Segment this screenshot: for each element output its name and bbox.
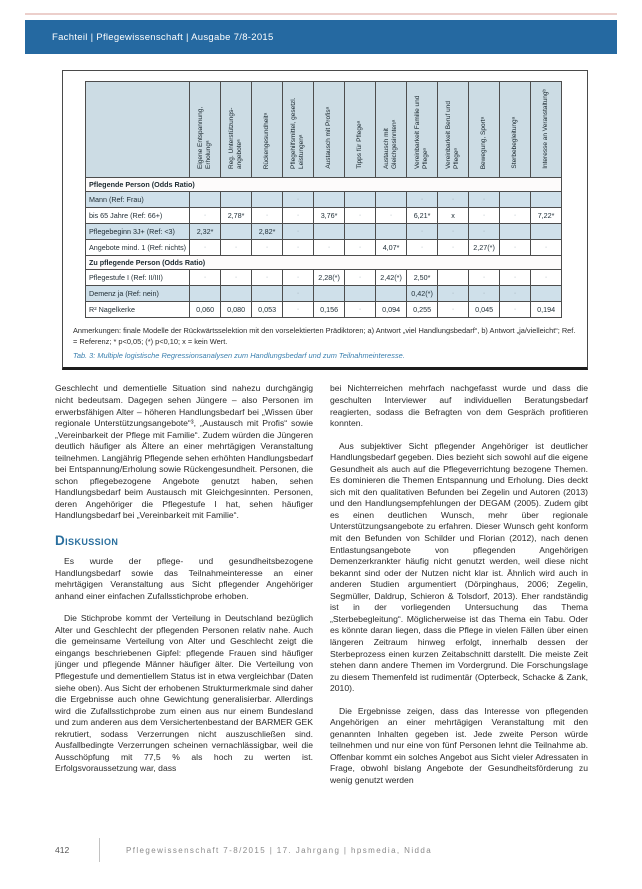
- cell-value: ·: [407, 240, 438, 256]
- cell-value: [314, 224, 345, 240]
- page-footer: [55, 838, 432, 862]
- cell-value: ·: [190, 208, 221, 224]
- cell-value: 2,32*: [190, 224, 221, 240]
- row-label: R² Nagelkerke: [86, 302, 190, 318]
- cell-value: [190, 192, 221, 208]
- table-section-row: [86, 178, 562, 192]
- table-row: [86, 270, 562, 286]
- cell-value: ·: [469, 286, 500, 302]
- column-header: [190, 82, 221, 178]
- cell-value: 2,28(*): [314, 270, 345, 286]
- paragraph: bei Nichterreichen mehrfach nachgefasst wurde und dass die geschulten Interviewer auf individuellen Beratungsbedarf reagierten, sodass die Befragten von dem Gespräch profitieren konnten.: [330, 383, 588, 429]
- table-row: [86, 286, 562, 302]
- cell-value: ·: [469, 270, 500, 286]
- column-header: [345, 82, 376, 178]
- cell-value: [438, 270, 469, 286]
- section-row-label: Pflegende Person (Odds Ratio): [86, 178, 562, 192]
- cell-value: 2,27(*): [469, 240, 500, 256]
- column-header-label: Vereinbarkeit Familie und Pflegeᵃ: [413, 95, 430, 169]
- cell-value: 2,78*: [221, 208, 252, 224]
- table-header-row: [86, 82, 562, 178]
- column-header: [469, 82, 500, 178]
- paragraph: Die Stichprobe kommt der Verteilung in Deutschland bezüglich Alter und Geschlecht der pflegenden Personen relativ nahe. Auch die gemeinsame Verteilung von Alter und Geschlecht zeigt die eingangs beschriebenen Gipfel: pflegende Frauen sind häufiger jünger und pflegende Männer häufiger älter. Die Verteilung von Pflegestufe und dementiellem Status ist in etwa vergleichbar (Daten siehe oben). Aus Sicht der erhobenen Strukturmerkmale sind daher die Ergebnisse auch ohne Gewichtung generalisierbar. Allerdings wird die Zufallsstichprobe zum einen aus nur einem Bundesland und zum anderen aus dem Versichertenbestand der BARMER GEK rekrutiert, sodass Verzerrungen nicht auszuschließen sind. Ausfallbedingte Verzerrungen scheinen vernachlässigbar, weil die Ausschöpfung mit 77,5 % als hoch zu werten ist. Erfolgsvoraussetzung war, dass: [55, 613, 313, 774]
- cell-value: ·: [252, 240, 283, 256]
- cell-value: [376, 192, 407, 208]
- cell-value: 7,22*: [531, 208, 562, 224]
- cell-value: 0,255: [407, 302, 438, 318]
- cell-value: [500, 192, 531, 208]
- cell-value: ·: [221, 240, 252, 256]
- column-header-label: Reg. Unterstützungs-angeboteᵃ: [227, 107, 244, 169]
- cell-value: ·: [438, 286, 469, 302]
- table-note: Anmerkungen: finale Modelle der Rückwärtsselektion mit den vorselektierten Prädiktoren; a) Antwort „viel Handlungsbedarf“, b) Antwort „ja/vielleicht“; Ref. = Referenz; * p<0,05; (*) p<0,10; x = kein Wert.: [73, 326, 576, 346]
- cell-value: ·: [438, 192, 469, 208]
- cell-value: [376, 286, 407, 302]
- column-header-label: Tipps für Pflegeᵃ: [356, 121, 364, 169]
- cell-value: [314, 192, 345, 208]
- cell-value: ·: [407, 192, 438, 208]
- cell-value: [221, 224, 252, 240]
- column-header: [252, 82, 283, 178]
- cell-value: ·: [531, 240, 562, 256]
- cell-value: 6,21*: [407, 208, 438, 224]
- cell-value: ·: [438, 224, 469, 240]
- journal-header-bar: [25, 20, 617, 54]
- cell-value: ·: [438, 302, 469, 318]
- paragraph: Aus subjektiver Sicht pflegender Angehöriger ist deutlicher Handlungsbedarf gegeben. Dies bezieht sich sowohl auf die eigene Gesundheit als auch auf die Pflegeverrichtung bezogene Themen. Es dominieren die Themen Entspannung und Erholung. Dies deckt sich mit den qualitativen Befunden bei Zegelin und Autoren (2013) und den Handlungsempfehlungen der DEGAM (2005). Zudem gibt es einen deutlichen Wunsch, mehr über regionale Unterstützungsangebote zu erfahren. Dieser Wunsch geht konform mit den Befunden von Schilder und Florian (2012), nach denen Entlastungsangebote von pflegenden Angehörigen Demenzerkrankter häufig nicht genutzt werden, weil diese nicht bekannt sind oder der Nutzen nicht klar ist. Ähnlich wird auch in anderen Studien argumentiert (Dörpinghaus, 2006; Zegelin, Segmüller, Daldrup, Schieron & Tolsdorf, 2013). Eher randständig ist in der vorliegenden Untersuchung das Thema „Sterbebegleitung“. Möglicherweise ist das Thema ein Tabu. Oder es könnte daran liegen, dass die Pflege in vielen Fällen über einen längeren Zeitraum hinweg erfolgt, innerhalb dessen der Sterbeprozess einen kurzen Zeitabschnitt darstellt. Die meiste Zeit stehen dann andere Themen im Vordergrund. Die Forschungslage zu diesem Themenfeld ist rudimentär (Opterbeck, Schacke & Zank, 2010).: [330, 440, 588, 694]
- column-header: [438, 82, 469, 178]
- cell-value: 0,094: [376, 302, 407, 318]
- cell-value: [252, 192, 283, 208]
- table-section-row: [86, 256, 562, 270]
- page-top-rule: [25, 13, 617, 15]
- column-header: [314, 82, 345, 178]
- cell-value: [252, 286, 283, 302]
- cell-value: ·: [407, 224, 438, 240]
- cell-value: ·: [190, 240, 221, 256]
- row-label: Angebote mind. 1 (Ref: nichts): [86, 240, 190, 256]
- column-header-label: Vereinbarkeit Beruf und Pflegeᵃ: [444, 101, 461, 169]
- cell-value: ·: [376, 208, 407, 224]
- cell-value: ·: [314, 240, 345, 256]
- cell-value: [190, 286, 221, 302]
- footer-journal-info: Pflegewissenschaft 7-8/2015 | 17. Jahrgang | hpsmedia, Nidda: [126, 845, 433, 855]
- column-header: [376, 82, 407, 178]
- cell-value: ·: [438, 240, 469, 256]
- cell-value: ·: [283, 302, 314, 318]
- paragraph: Die Ergebnisse zeigen, dass das Interesse von pflegenden Angehörigen an einer mehrtägigen Veranstaltung mit den genannten Inhalten gegeben ist. Jede zweite Person würde teilnehmen und nur eine von fünf Personen lehnt die Teilnahme ab. Offenbar kommt ein solches Angebot aus Sicht vieler Adressaten in Frage, obwohl bislang Angebote der Gesundheitsförderung zu wenig genutzt werden: [330, 705, 588, 785]
- cell-value: 2,50*: [407, 270, 438, 286]
- row-label: bis 65 Jahre (Ref: 66+): [86, 208, 190, 224]
- paragraph: Es wurde der pflege- und gesundheitsbezogene Handlungsbedarf sowie das Teilnahmeinteresse an einer mehrtägigen Veranstaltung aus Sicht pflegender Angehöriger anhand einer einfachen Zufallsstichprobe erhoben.: [55, 556, 313, 601]
- discussion-heading: Diskussion: [55, 533, 119, 549]
- cell-value: [345, 224, 376, 240]
- cell-value: ·: [345, 208, 376, 224]
- cell-value: ·: [252, 208, 283, 224]
- column-header-label: Pflegehilfsmittel, gesetzl. Leistungenᵃ: [289, 97, 306, 169]
- cell-value: ·: [469, 224, 500, 240]
- cell-value: ·: [252, 270, 283, 286]
- column-header-label: Rückengesundheitᵃ: [263, 112, 271, 169]
- cell-value: ·: [345, 270, 376, 286]
- article-body: [55, 383, 588, 845]
- cell-value: ·: [500, 208, 531, 224]
- column-header-label: Austausch mit Gleichgesinntenᵃ: [382, 119, 399, 169]
- cell-value: ·: [283, 224, 314, 240]
- cell-value: [345, 286, 376, 302]
- cell-value: ·: [531, 270, 562, 286]
- cell-value: 0,42(*): [407, 286, 438, 302]
- cell-value: 0,060: [190, 302, 221, 318]
- column-header-label: Sterbebegleitungᵃ: [511, 117, 519, 169]
- cell-value: ·: [283, 208, 314, 224]
- table-row: [86, 224, 562, 240]
- cell-value: x: [438, 208, 469, 224]
- cell-value: 2,82*: [252, 224, 283, 240]
- column-header-label: Eigene Entspannung, Erholungᵃ: [196, 106, 213, 169]
- column-header-label: Austausch mit Profisᵃ: [325, 107, 333, 169]
- cell-value: ·: [221, 270, 252, 286]
- row-label: Demenz ja (Ref: nein): [86, 286, 190, 302]
- regression-table: [85, 81, 562, 318]
- row-label: Pflegebeginn 3J+ (Ref: <3): [86, 224, 190, 240]
- cell-value: ·: [500, 240, 531, 256]
- row-label: Mann (Ref: Frau): [86, 192, 190, 208]
- row-label: Pflegestufe I (Ref: II/III): [86, 270, 190, 286]
- cell-value: ·: [283, 270, 314, 286]
- cell-value: ·: [283, 240, 314, 256]
- table-row: [86, 208, 562, 224]
- cell-value: [221, 286, 252, 302]
- column-header: [221, 82, 252, 178]
- cell-value: ·: [500, 302, 531, 318]
- column-header: [531, 82, 562, 178]
- cell-value: 3,76*: [314, 208, 345, 224]
- column-header-label: Bewegung, Sportᵃ: [480, 116, 488, 169]
- column-header: [283, 82, 314, 178]
- cell-value: [221, 192, 252, 208]
- cell-value: ·: [469, 208, 500, 224]
- cell-value: 0,194: [531, 302, 562, 318]
- cell-value: ·: [283, 192, 314, 208]
- paragraph: Geschlecht und dementielle Situation sind nahezu durchgängig nicht bedeutsam. Dagegen sehen Jüngere – also Personen im erwerbsfähigen Alter – höheren Handlungsbedarf bei „Wissen über regionale Unterstützungsangebote“³, „Austausch mit Profis“ sowie „Vereinbarkeit der Pflege mit Familie“. Zudem würden die Jüngeren deutlich häufiger als Ältere an einer mehrtägigen Veranstaltung teilnehmen. Langjährig Pflegende sehen erhöhten Handlungsbedarf bei Entspannung/Erholung sowie Rückengesundheit. Personen, die schon pflegebezogene Angebote genutzt haben, sehen Handlungsbedarf beim Austausch mit Gleichgesinnten. Personen, deren Angehöriger die Pflegestufe I hat, sehen häufiger Handlungsbedarf bei „Vereinbarkeit mit Familie“.: [55, 383, 314, 521]
- article-right-column: [330, 383, 588, 845]
- cell-value: [531, 224, 562, 240]
- cell-value: ·: [345, 240, 376, 256]
- journal-header-title: Fachteil | Pflegewissenschaft | Ausgabe 7/8-2015: [52, 31, 274, 43]
- cell-value: [500, 224, 531, 240]
- page-number: 412: [55, 845, 70, 855]
- cell-value: 0,080: [221, 302, 252, 318]
- cell-value: 0,156: [314, 302, 345, 318]
- cell-value: 4,07*: [376, 240, 407, 256]
- cell-value: 0,053: [252, 302, 283, 318]
- table-row: [86, 240, 562, 256]
- table-caption: Tab. 3: Multiple logistische Regressionsanalysen zum Handlungsbedarf und zum Teilnahmeinteresse.: [73, 351, 405, 361]
- cell-value: ·: [345, 302, 376, 318]
- cell-value: [531, 192, 562, 208]
- column-header: [407, 82, 438, 178]
- cell-value: [314, 286, 345, 302]
- cell-value: ·: [283, 286, 314, 302]
- table-row: [86, 302, 562, 318]
- table-row: [86, 192, 562, 208]
- column-header-label: Interesse an Veranstaltungᵇ: [542, 89, 550, 169]
- cell-value: 2,42(*): [376, 270, 407, 286]
- column-header: [500, 82, 531, 178]
- section-row-label: Zu pflegende Person (Odds Ratio): [86, 256, 562, 270]
- cell-value: ·: [469, 192, 500, 208]
- footer-divider: [99, 838, 100, 862]
- cell-value: ·: [500, 286, 531, 302]
- cell-value: ·: [190, 270, 221, 286]
- cell-value: [531, 286, 562, 302]
- cell-value: ·: [500, 270, 531, 286]
- cell-value: 0,045: [469, 302, 500, 318]
- results-table-box: [62, 70, 588, 370]
- cell-value: [345, 192, 376, 208]
- cell-value: [376, 224, 407, 240]
- column-header-empty: [86, 82, 190, 178]
- article-left-column: [55, 383, 313, 845]
